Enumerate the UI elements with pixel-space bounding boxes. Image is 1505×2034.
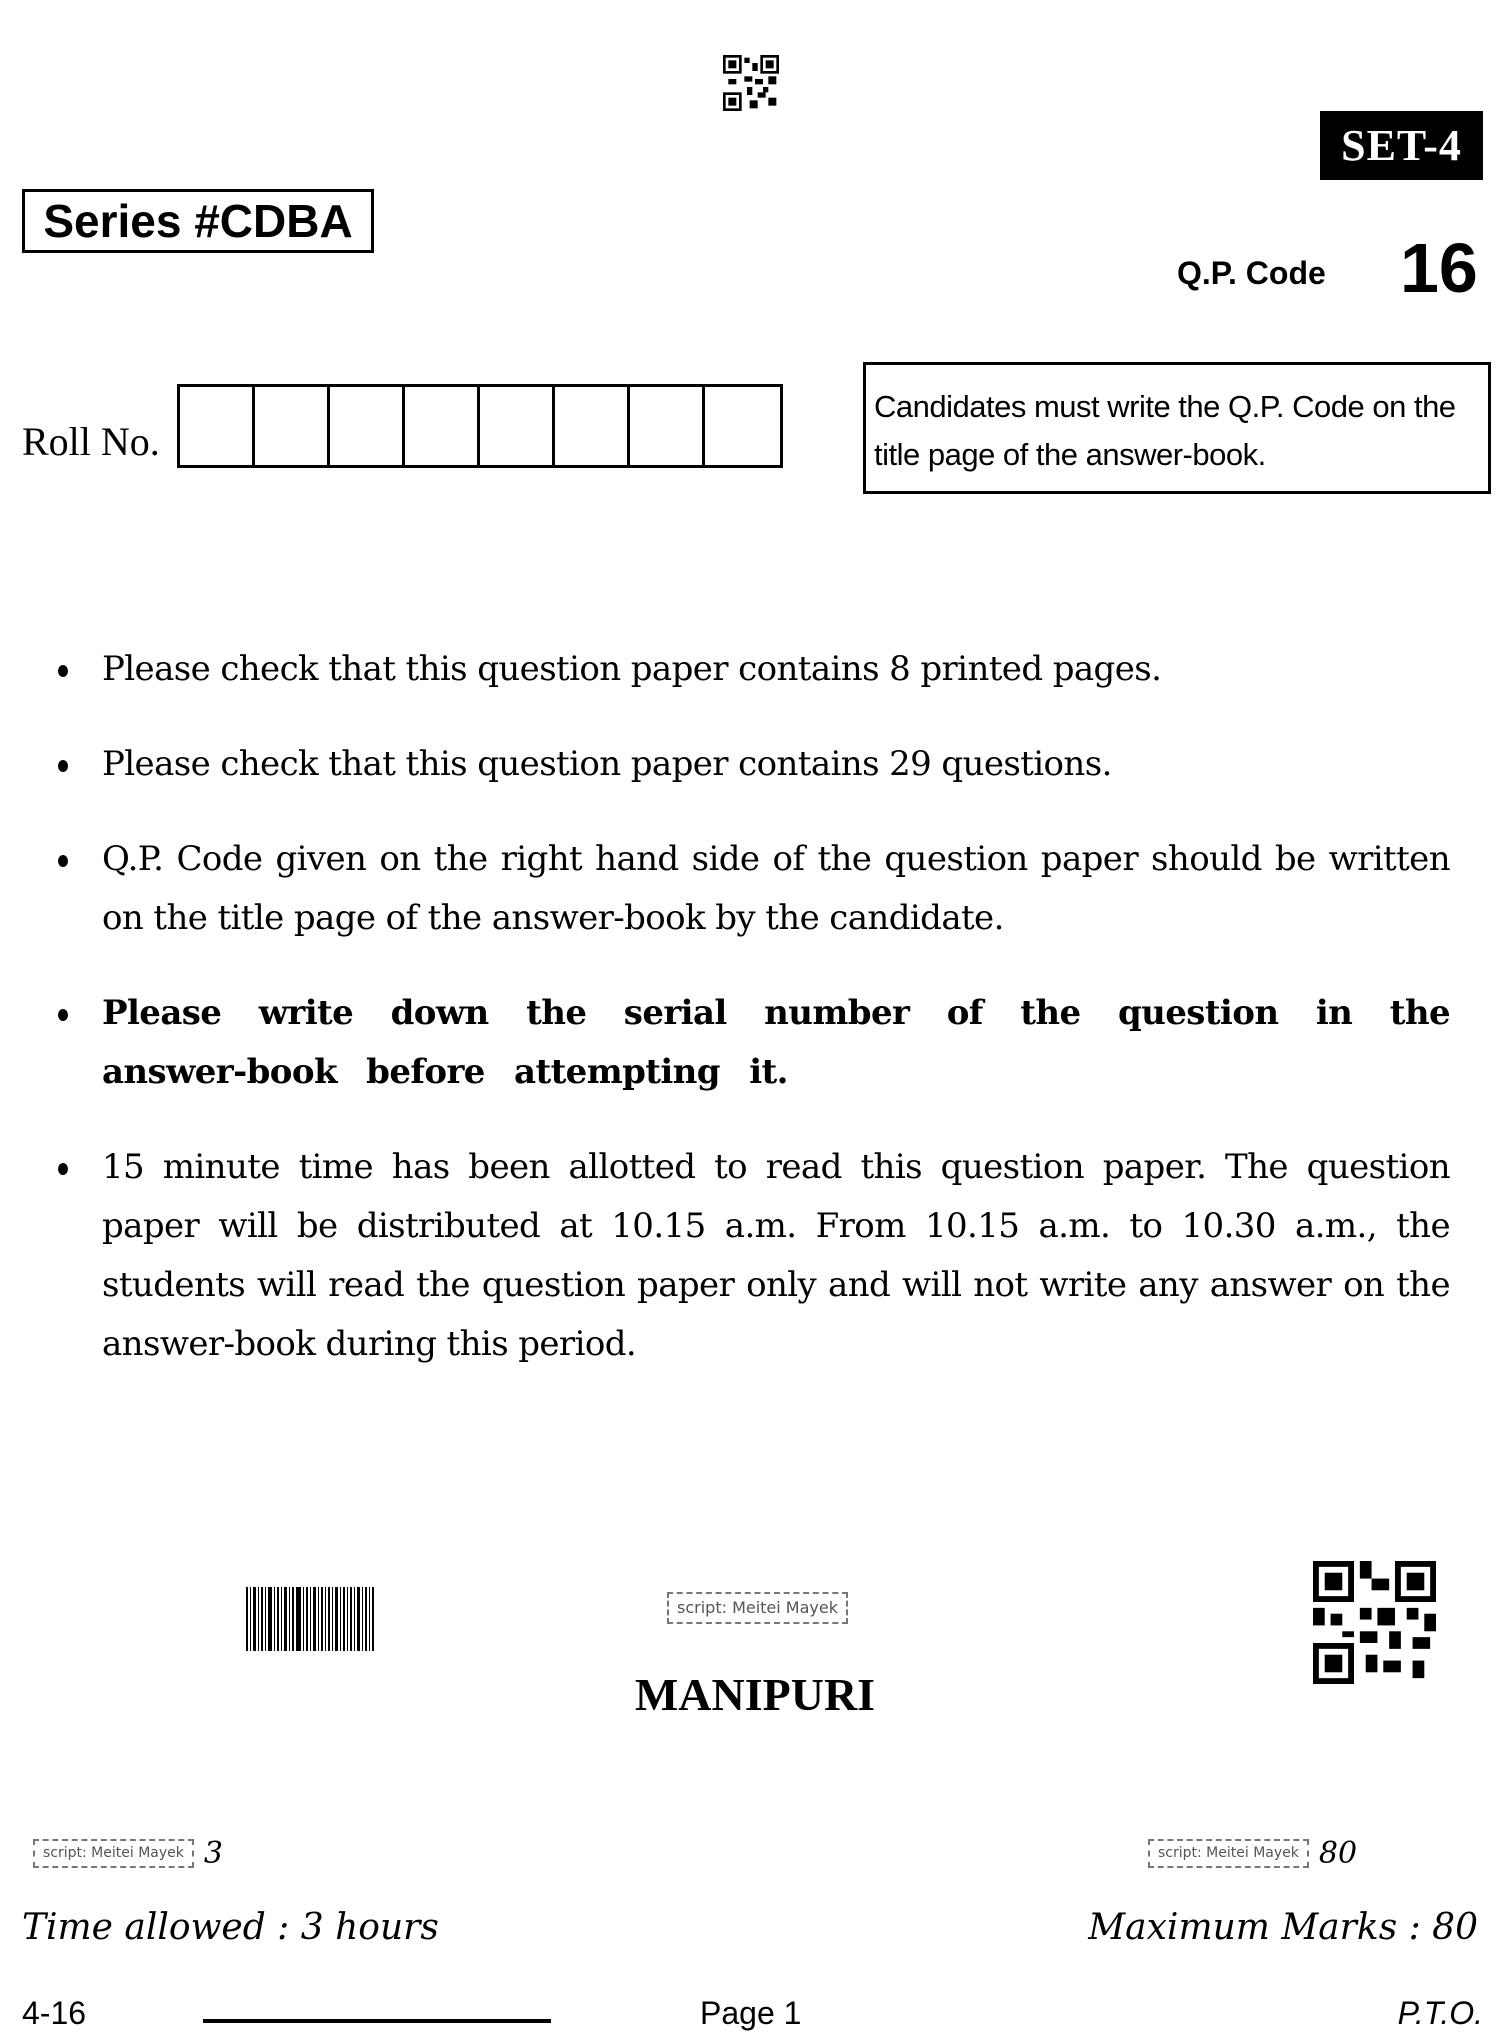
roll-number-cell[interactable] <box>405 387 480 465</box>
script-placeholder: script: Meitei Mayek <box>667 1592 848 1623</box>
duration-meitei <box>33 1830 223 1871</box>
duration-value: 3 <box>203 1835 223 1871</box>
instruction-item: Please check that this question paper contains 29 questions. <box>50 735 1450 794</box>
instruction-item-bold: Please write down the serial number of the question in the answer-book before attempting it. <box>50 984 1450 1102</box>
series-label: Series #CDBA <box>22 189 374 253</box>
instructions-list <box>50 640 1450 1410</box>
time-allowed: Time allowed : 3 hours <box>22 1907 439 1948</box>
instruction-item: Q.P. Code given on the right hand side of the question paper should be written on the title page of the answer-book by the candidate. <box>50 830 1450 948</box>
footer-divider <box>203 2019 551 2023</box>
roll-number-cell[interactable] <box>330 387 405 465</box>
instruction-item: Please check that this question paper contains 8 printed pages. <box>50 640 1450 699</box>
roll-number-label: Roll No. <box>22 419 160 464</box>
roll-number-cell[interactable] <box>480 387 555 465</box>
set-badge: SET-4 <box>1320 111 1483 180</box>
instruction-item: 15 minute time has been allotted to read this question paper. The question paper will be distributed at 10.15 a.m. From 10.15 a.m. to 10.30 a.m., the students will read the question paper only and will not write any answer on the answer-book during this period. <box>50 1138 1450 1374</box>
roll-number-cell[interactable] <box>555 387 630 465</box>
qp-code-value: 16 <box>1400 229 1478 307</box>
maximum-marks: Maximum Marks : 80 <box>1088 1907 1478 1948</box>
footer-code: 4-16 <box>22 1995 87 2031</box>
qr-code-icon <box>1313 1560 1436 1685</box>
subject-title: MANIPURI <box>634 1669 876 1720</box>
roll-number-grid <box>177 384 783 468</box>
page-number: Page 1 <box>700 1995 802 2031</box>
script-placeholder: script: Meitei Mayek <box>1148 1839 1309 1868</box>
subject-title-meitei <box>610 1553 905 1663</box>
roll-number-cell[interactable] <box>705 387 780 465</box>
roll-number-cell[interactable] <box>255 387 330 465</box>
roll-number-cell[interactable] <box>180 387 255 465</box>
roll-number-cell[interactable] <box>630 387 705 465</box>
candidate-note-box: Candidates must write the Q.P. Code on the title page of the answer-book. <box>863 362 1491 494</box>
marks-value: 80 <box>1318 1835 1358 1871</box>
barcode-icon <box>246 1587 376 1651</box>
marks-meitei <box>1148 1830 1357 1871</box>
qr-code-icon <box>722 55 780 111</box>
pto-label: P.T.O. <box>1397 1995 1483 2031</box>
qp-code-label: Q.P. Code <box>1177 255 1326 291</box>
script-placeholder: script: Meitei Mayek <box>33 1839 194 1868</box>
